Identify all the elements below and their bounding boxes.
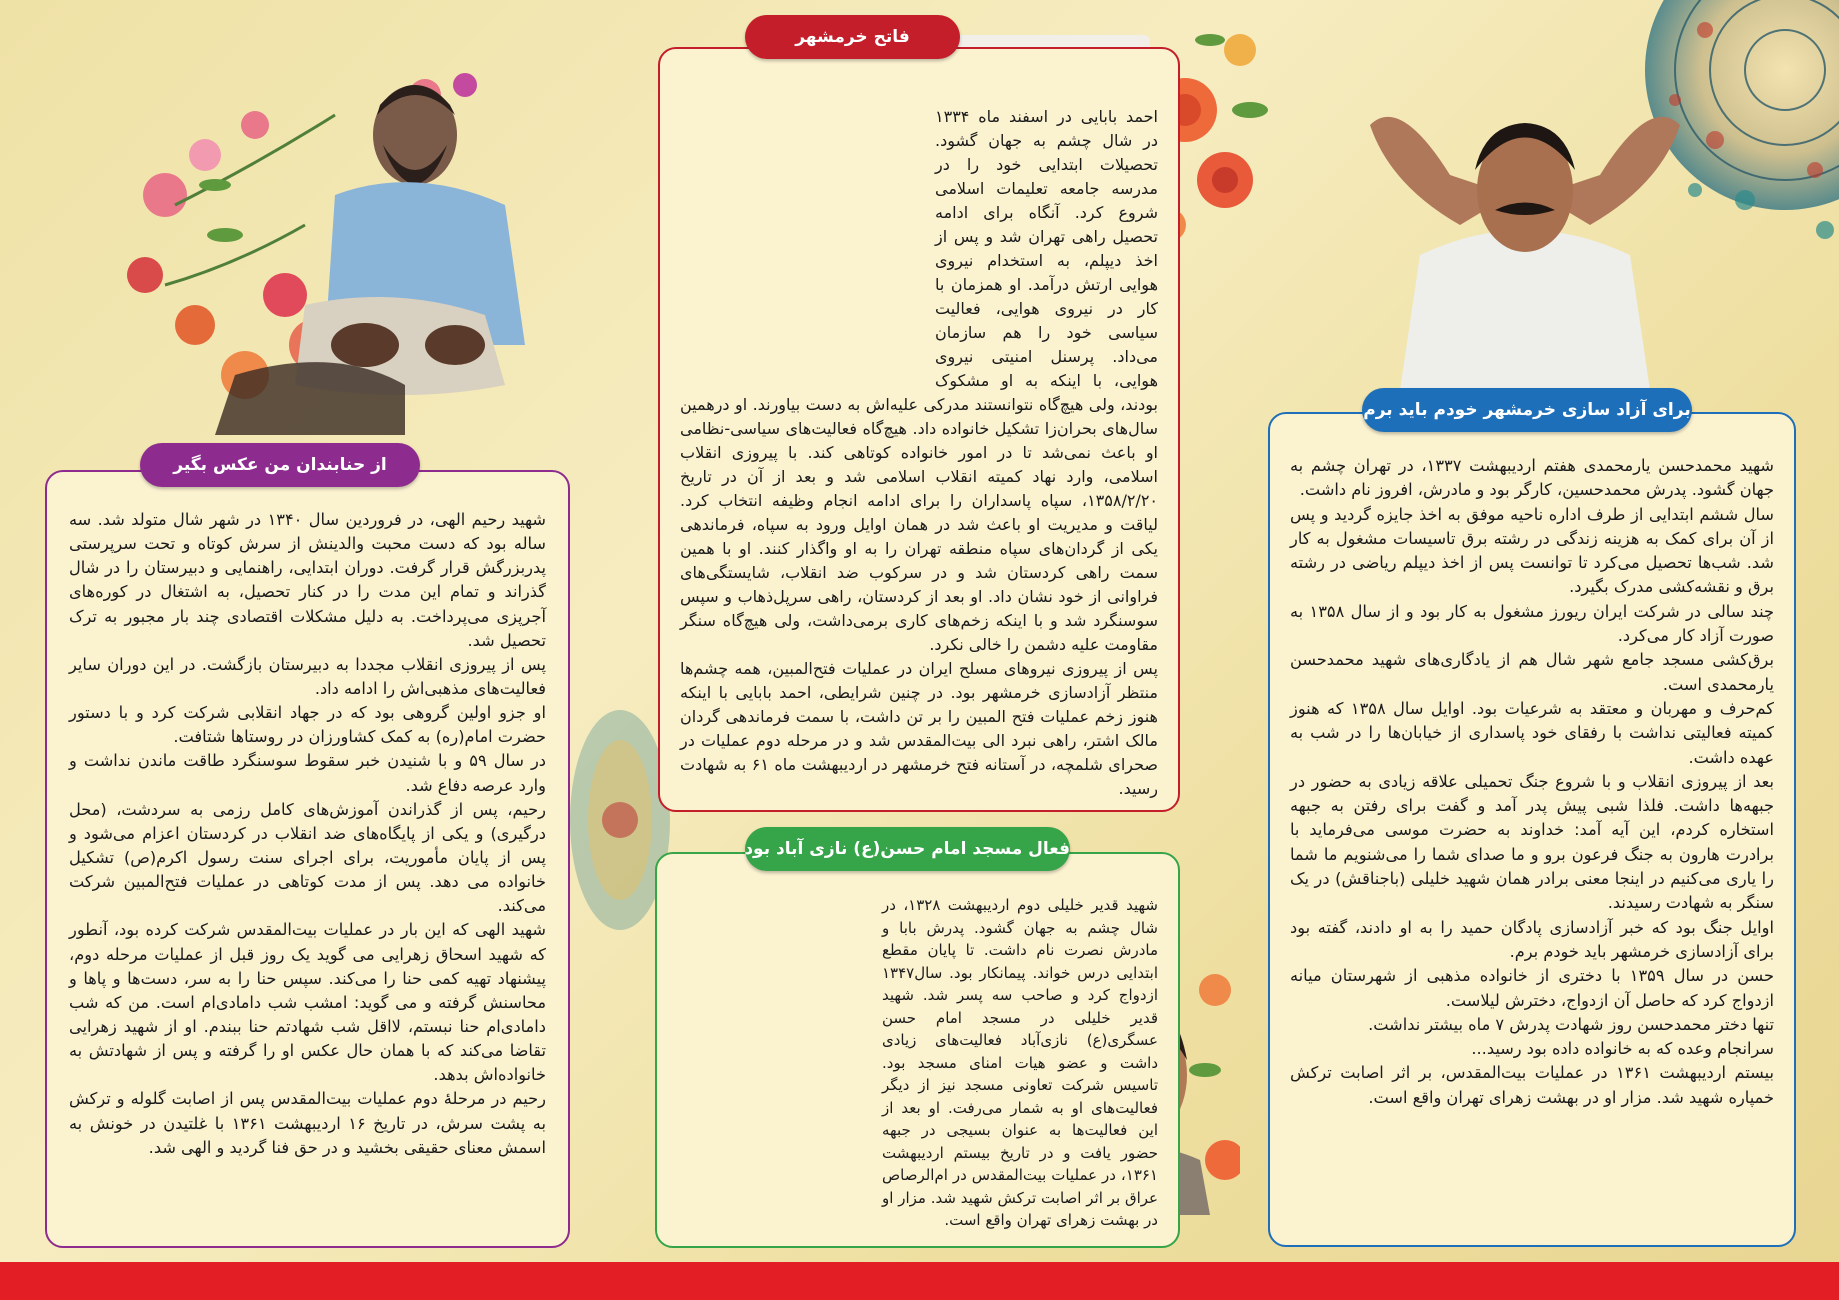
paragraph: بیستم اردیبهشت ۱۳۶۱ در عملیات بیت‌المقدس، بر اثر اصابت ترکش خمپاره شهید شد. مزار او در بهشت زهرای تهران واقع است. bbox=[1290, 1063, 1774, 1107]
bottom-red-band bbox=[0, 1262, 1839, 1300]
paragraph: کم‌حرف و مهربان و معتقد به شرعیات بود. اوایل سال ۱۳۵۸ که هنوز کمیته فعالیتی نداشت با رفقای خود پاسداری از خیابان‌ها را در شب به عهده داشت. bbox=[1290, 698, 1774, 767]
paragraph: برق‌کشی مسجد جامع شهر شال هم از یادگاری‌های شهید محمدحسن یارمحمدی است. bbox=[1290, 650, 1774, 694]
paragraph: پس از پیروزی نیروهای مسلح ایران در عملیات فتح‌المبین، همه چشم‌ها منتظر آزادسازی خرمشهر بود. در چنین شرایطی، احمد بابایی با اینکه هنوز زخم عملیات فتح المبین را بر تن داشت، با سمت فرماندهی گردان مالک اشتر، راهی نبرد الی بیت‌المقدس شد و در مرحله دوم عملیات در صحرای شلمچه، در آستانه فتح خرمشهر در اردیبهشت ماه ۶۱ به شهادت رسید. bbox=[680, 659, 1159, 798]
right-panel-title: برای آزاد سازی خرمشهر خودم باید برم bbox=[1362, 388, 1692, 432]
paragraph: او جزو اولین گروهی بود که در جهاد انقلابی شرکت کرد و با دستور حضرت امام(ره) به کمک کشاورزان در روستاها شتافت. bbox=[69, 703, 546, 747]
paragraph: سال ششم ابتدایی از طرف اداره ناحیه موفق به اخذ جایزه گردید و پس از آن برای کمک به هزینه زندگی در رشته برق تاسیسات مشغول به کار شد. شب‌ها تحصیل می‌کرد تا توانست پس از اخذ دیپلم ریاضی در رشته برق و نقشه‌کشی مدرک بگیرد. bbox=[1290, 504, 1774, 597]
biography-panel-ghadir-khalili bbox=[655, 852, 1180, 1248]
paragraph: رحیم، پس از گذراندن آموزش‌های کامل رزمی به سردشت، (محل درگیری) و یکی از پایگاه‌های ضد انقلاب در کردستان اعزام می‌شود و پس از پایان مأموریت، برای اجرای سنت رسول اکرم(ص) تشکیل خانواده می دهد. پس از مدت کوتاهی در عملیات فتح‌المبین شرکت می‌کند. bbox=[69, 799, 546, 916]
paragraph: شهید رحیم الهی، در فروردین سال ۱۳۴۰ در شهر شال متولد شد. سه ساله بود که دست محبت والدینش از سرش کوتاه و تحت سرپرستی پدربزرگش قرار گرفت. دوران ابتدایی، راهنمایی و دبیرستان را در شال گذراند و تمام این مدت را در کنار تحصیل، به اشتغال در کوره‌های آجرپزی می‌پرداخت. به دلیل مشکلات اقتصادی چند بار مجبور به ترک تحصیل شد. bbox=[69, 510, 546, 650]
paragraph: چند سالی در شرکت ایران ریورز مشغول به کار بود و از سال ۱۳۵۸ به صورت آزاد کار می‌کرد. bbox=[1290, 601, 1774, 646]
biography-panel-mohammadhassan-yarmohammadi bbox=[1268, 412, 1796, 1247]
paragraph: سرانجام وعده که به خانواده داده بود رسید... bbox=[1471, 1039, 1774, 1059]
biography-panel-rahim-elahi bbox=[45, 470, 570, 1248]
paragraph: شهید قدیر خلیلی دوم اردیبهشت ۱۳۲۸، در شال چشم به جهان گشود. پدرش بابا و مادرش نصرت نام داشت. تا پایان مقطع ابتدایی درس خواند. پیمانکار بود. سال۱۳۴۷ ازدواج کرد و صاحب سه پسر شد. شهید قدیر خلیلی در مسجد امام حسن عسگری(ع) نازی‌آباد فعالیت‌های زیادی داشت و عضو هیات امنای مسجد بود. تاسیس شرکت تعاونی مسجد نیز از دیگر فعالیت‌های او به شمار می‌رفت. او بعد از این فعالیت‌ها به عنوان بسیجی در جبهه حضور یافت و در تاریخ بیستم اردیبهشت ۱۳۶۱، در عملیات بیت‌المقدس در ام‌الرصاص عراق بر اثر اصابت ترکش شهید شد. مزار او در بهشت زهرای تهران واقع است. bbox=[882, 896, 1158, 1229]
paragraph: شهید الهی که این بار در عملیات بیت‌المقدس شرکت کرده بود، آنطور که شهید اسحاق زهرایی می گوید یک روز قبل از عملیات مرحله دوم، پیشنهاد تهیه کمی حنا را می‌کند. سپس حنا را به سر، دست‌ها و پاها و محاسنش گرفته و می گوید: امشب شب دامادی‌ام است. من که شب دامادی‌ام حنا نبستم، لااقل شب شهادتم حنا ببندم. او از شهید زهرایی تقاضا می‌کند که با همان حال عکس او را گرفته و پس از شهادتش به خانواده‌اش بدهد. bbox=[69, 920, 546, 1085]
paragraph: حسن در سال ۱۳۵۹ با دختری از خانواده مذهبی از شهرستان میانه ازدواج کرد که حاصل آن ازدواج، دخترش لیلاست. bbox=[1290, 966, 1774, 1010]
persian-rosette-icon bbox=[560, 700, 670, 940]
left-panel-title: از حنابندان من عکس بگیر bbox=[140, 443, 420, 487]
paragraph: پس از پیروزی انقلاب مجددا به دبیرستان بازگشت. در این دوران سایر فعالیت‌های مذهبی‌اش را ادامه داد. bbox=[69, 654, 546, 698]
center-bottom-panel-title: فعال مسجد امام حسن(ع) نازی آباد بود bbox=[745, 827, 1070, 871]
paragraph: شهید محمدحسن یارمحمدی هفتم اردیبهشت ۱۳۳۷، در تهران چشم به جهان گشود. پدرش محمدحسین، کارگر بود و مادرش، افروز نام داشت. bbox=[1290, 456, 1774, 500]
paragraph: تنها دختر محمدحسن روز شهادت پدرش ۷ ماه بیشتر نداشت. bbox=[1368, 1014, 1774, 1034]
portrait-mohammadhassan-yarmohammadi bbox=[1310, 85, 1740, 390]
paragraph: رحیم در مرحلهٔ دوم عملیات بیت‌المقدس پس از اصابت گلوله و ترکش به پشت سرش، در تاریخ ۱۶ اردیبهشت ۱۳۶۱ با غلتیدن در خونش به اسمش معنای حقیقی بخشید و در حق فنا گردید و الهی شد. bbox=[69, 1089, 546, 1157]
photo-float bbox=[680, 105, 935, 390]
center-top-panel-title: فاتح خرمشهر bbox=[745, 15, 960, 59]
flower-bouquet-icon bbox=[105, 45, 525, 445]
paragraph: بعد از پیروزی انقلاب و با شروع جنگ تحمیلی علاقه زیادی به حضور در جبهه‌ها داشت. فلذا شبی پیش پدر آمد و گفت برای رفتن به جبهه استخاره کردم، این آیه آمد: خداوند به حضرت موسی می‌فرماید با برادرت هارون به جنگ فرعون برو و ما صدای شما را می‌شنویم ما شما را یاری می‌کنیم در اینجا معنی برادر همان شهید خلیلی (باجناقش) در یک سنگر به شهادت رسیدند. bbox=[1290, 771, 1774, 913]
biography-panel-ahmad-babaei bbox=[658, 47, 1180, 812]
photo-float bbox=[677, 928, 882, 1228]
paragraph: اوایل جنگ بود که خبر آزادسازی پادگان حمید را به او دادند، گفته بود برای آزادسازی خرمشهر باید خودم برم. bbox=[1290, 917, 1774, 961]
paragraph: احمد بابایی در اسفند ماه ۱۳۳۴ در شال چشم به جهان گشود. تحصیلات ابتدایی خود را در مدرسه جامعه تعلیمات اسلامی شروع کرد. آنگاه برای ادامه تحصیل راهی تهران شد و پس از اخذ دیپلم، به استخدام نیروی هوایی ارتش درآمد. او همزمان با کار در نیروی هوایی، فعالیت سیاسی خود را هم سازمان می‌داد. پرسنل امنیتی نیروی هوایی، با اینکه به او مشکوک بودند، ولی هیچ‌گاه نتوانستند مدرکی علیه‌اش به دست بیاورند. او درهمین سال‌های بحران‌زا تشکیل خانواده داد. هیچ‌گاه فعالیت‌های سیاسی-نظامی او باعث نمی‌شد تا در امور خانواده کوتاهی کند. با پیروزی انقلاب اسلامی، وارد نهاد کمیته انقلاب اسلامی شد و بعد از آن در تاریخ ۱۳۵۸/۲/۲۰، سپاه پاسداران را برای ادامه انجام وظیفه انتخاب کرد. لیاقت و مدیریت او باعث شد در همان اوایل ورود به سپاه، فرماندهی یکی از گردان‌های سپاه منطقه تهران را به او واگذار کنند. او با همین سمت راهی کردستان شد و در سرکوب ضد انقلاب، شایستگی‌های فراوانی از خود نشان داد. او بعد از کردستان، راهی سرپل‌ذهاب و سپس سوسنگرد شد و با اینکه زخم‌های کاری برمی‌داشت، ولی هیچ‌گاه سنگر مقاومت علیه دشمن را خالی نکرد. bbox=[680, 107, 1158, 654]
paragraph: در سال ۵۹ و با شنیدن خبر سقوط سوسنگرد طاقت ماندن نداشت و وارد عرصه دفاع شد. bbox=[69, 751, 546, 795]
